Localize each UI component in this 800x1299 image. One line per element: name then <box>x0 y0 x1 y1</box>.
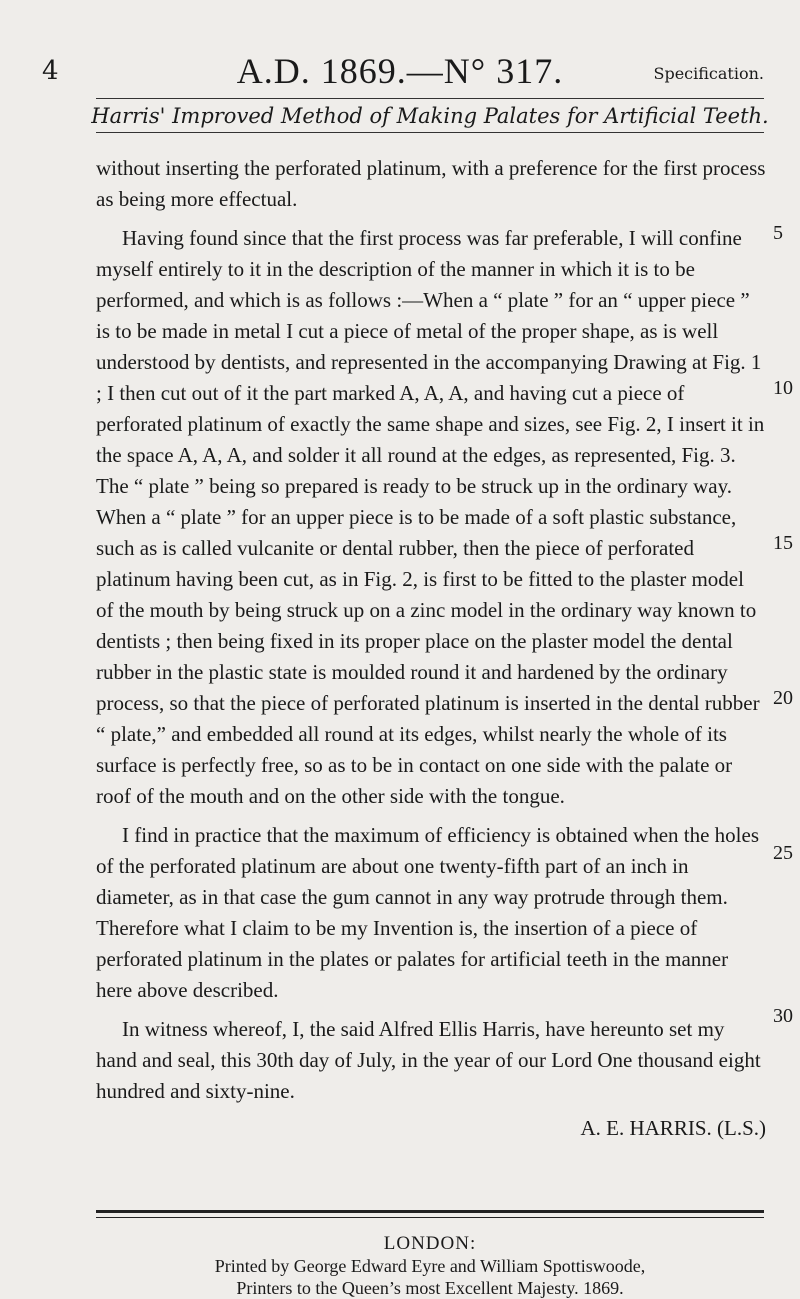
paragraph: I find in practice that the maximum of efficiency is obtained when the holes of the perforated platinum are about one twenty-fifth part of an inch in diameter, as in that case the gum cannot in any way protrude through them. Therefore what I claim to be my Invention is, the insertion of a piece of perforated platinum in the plates or palates for artificial teeth in the manner here above described. <box>96 823 759 1002</box>
document-header-title: A.D. 1869.—N° 317. <box>236 51 564 91</box>
paragraph: without inserting the perforated platinum, with a preference for the first process as being more effectual. <box>96 156 766 211</box>
header-rule <box>96 98 764 99</box>
paragraph: In witness whereof, I, the said Alfred Ellis Harris, have hereunto set my hand and seal, this 30th day of July, in the year of our Lord One thousand eight hundred and sixty-nine. <box>96 1017 761 1103</box>
line-number: 5 <box>773 222 783 244</box>
line-number: 25 <box>773 842 793 864</box>
line-number: 30 <box>773 1005 793 1027</box>
imprint <box>0 1233 800 1299</box>
section-label: Specification. <box>653 64 764 83</box>
imprint-printers: Printed by George Edward Eyre and William Spottiswoode, <box>214 1256 646 1276</box>
subtitle-rule <box>96 132 764 133</box>
paragraph: Having found since that the first process was far preferable, I will confine myself entirely to it in the description of the manner in which it is to be performed, and which is as follows :—When a “ plate ” for an “ upper piece ” is to be made in metal I cut a piece of metal of the proper shape, as is well understood by dentists, and represented in the accompanying Drawing at Fig. 1 ; I then cut out of it the part marked A, A, A, and having cut a piece of perforated platinum of exactly the same shape and sizes, see Fig. 2, I insert it in the space A, A, A, and solder it all round at the edges, as represented, Fig. 3. The “ plate ” being so prepared is ready to be struck up in the ordinary way. When a “ plate ” for an upper piece is to be made of a soft plastic substance, such as is called vulcanite or dental rubber, then the piece of perforated platinum having been cut, as in Fig. 2, is first to be fitted to the plaster model of the mouth by being struck up on a zinc model in the ordinary way known to dentists ; then being fixed in its proper place on the plaster model the dental rubber in the plastic state is moulded round it and hardened by the ordinary process, so that the piece of perforated platinum is inserted in the dental rubber “ plate,” and embedded all round at its edges, whilst nearly the whole of its surface is perfectly free, so as to be in contact on one side with the palate or roof of the mouth and on the other side with the tongue. <box>96 226 765 808</box>
line-number: 10 <box>773 377 793 399</box>
imprint-printers-2: Printers to the Queen’s most Excellent Majesty. 1869. <box>236 1278 624 1298</box>
signature: A. E. HARRIS. (L.S.) <box>580 1116 766 1140</box>
line-number: 15 <box>773 532 793 554</box>
specification-body <box>96 153 766 1144</box>
line-number: 20 <box>773 687 793 709</box>
footer-double-rule <box>96 1210 764 1218</box>
running-title: Harris' Improved Method of Making Palates for Artificial Teeth. <box>91 104 769 128</box>
page-number: 4 <box>42 56 59 86</box>
imprint-city: LONDON: <box>383 1233 477 1254</box>
